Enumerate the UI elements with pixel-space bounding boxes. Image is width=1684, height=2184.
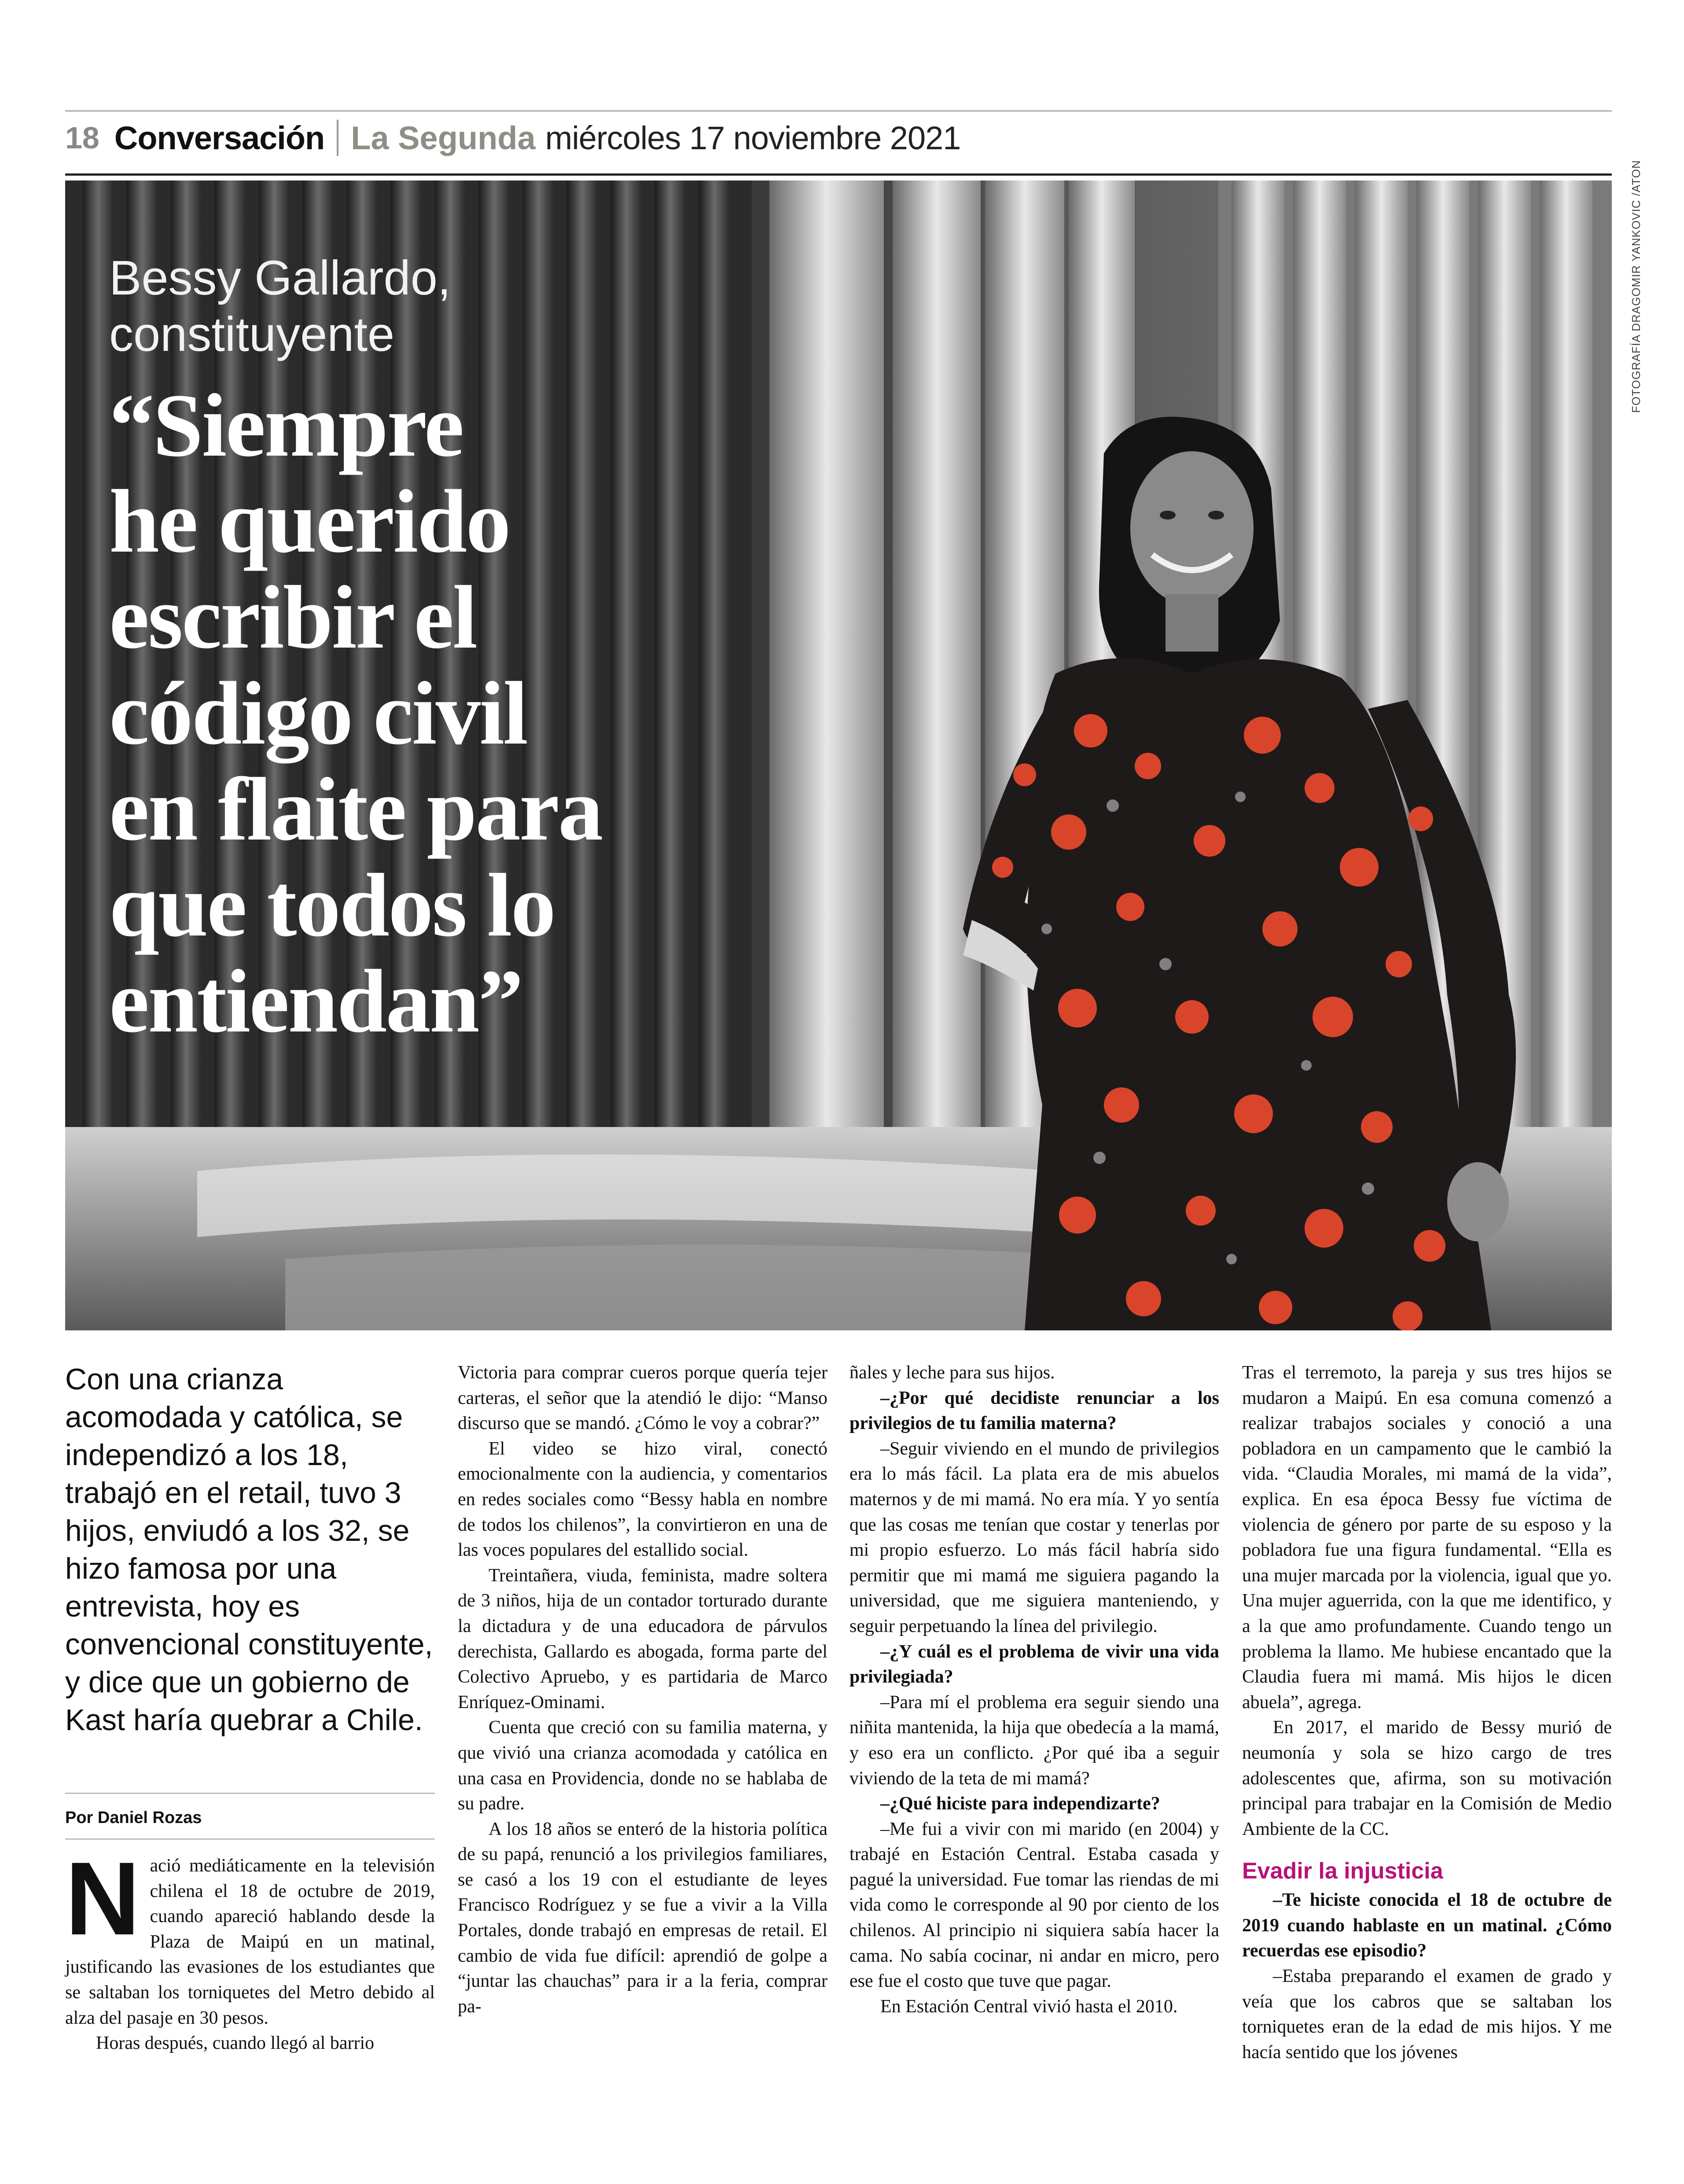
paragraph: ació mediáticamente en la televisión chilena el 18 de octubre de 2019, cuando apareció hablando desde la Plaza de Maipú en un matinal, justificando las evasiones de los estudiantes que se saltaban los torniquetes del Metro debido al alza del pasaje en 30 pesos. [65, 1856, 435, 2028]
issue-date: miércoles 17 noviembre 2021 [545, 119, 961, 156]
headline-line-7: entiendan” [109, 951, 522, 1051]
paragraph: Tras el terremoto, la pareja y sus tres hijos se mudaron a Maipú. En esa comuna comenzó a realizar trabajos sociales y conoció a una pobladora en un campamento que le cambió la vida. “Claudia Morales, mi mamá de la vida”, explica. En esa época Bessy fue víctima de violencia de género por parte de su esposo y la pobladora fue una figura fundamental. “Ella es una mujer marcada por la violencia, igual que yo. Una mujer aguerrida, con la que me identifico, y a la que amo profundamente. Cuando tengo un problema la llamo. Me hubiese encantado que la Claudia fuera mi mamá. Mis hijos le dicen abuela”, agrega. [1242, 1363, 1612, 1713]
headline-line-1: “Siempre [109, 376, 463, 475]
publication-name: La Segunda [351, 119, 536, 156]
paragraph: ñales y leche para sus hijos. [849, 1363, 1055, 1383]
interview-answer: –Me fui a vivir con mi marido (en 2004) y trabajé en Estación Central. Estaba casada y pagué la universidad. Fue tomar las riendas de mi vida como le corresponde al 90 por ciento de los chilenos. Al principio ni siquiera sabía hacer la cama. No sabía cocinar, ni andar en micro, pero ese fue el costo que tuve que pagar. [849, 1819, 1219, 1992]
paragraph: A los 18 años se enteró de la historia política de su papá, renunció a los privilegios familiares, se casó a los 19 con el estudiante de leyes Francisco Rodríguez y se fue a vivir a la Villa Portales, donde trabajó en empresas de retail. El cambio de vida fue difícil: aprendió de golpe a “juntar las chauchas” para ir a la feria, comprar pa- [458, 1819, 827, 2017]
interview-answer: –Para mí el problema era seguir siendo una niñita mantenida, la hija que obedecía a la mamá, y eso era un conflicto. ¿Por qué iba a seguir viviendo de la teta de mi mamá? [849, 1692, 1219, 1789]
headline-line-6: que todos lo [109, 855, 555, 955]
section-name: Conversación [114, 119, 325, 156]
header-divider [337, 120, 338, 156]
headline-line-2: he querido [109, 471, 510, 571]
interview-answer: –Estaba preparando el examen de grado y veía que los cabros que se saltaban los torniquetes eran de la edad de mis hijos. Y me hacía sentido que los jóvenes [1242, 1966, 1612, 2062]
kicker [109, 250, 451, 363]
interview-question: –¿Y cuál es el problema de vivir una vida privilegiada? [849, 1641, 1219, 1687]
byline-rule [65, 1838, 435, 1840]
paragraph: Treintañera, viuda, feminista, madre soltera de 3 niños, hija de un contador torturado durante la dictadura y de una educadora de párvulos derechista, Gallardo es abogada, forma parte del Colectivo Apruebo, y es partidaria de Marco Enríquez-Ominami. [458, 1565, 827, 1713]
interview-answer: –Seguir viviendo en el mundo de privilegios era lo más fácil. La plata era de mis abuelos maternos y de mi mamá. No era mía. Y yo sentía que las cosas me tenían que costar y tenerlas por mi propio esfuerzo. Lo más fácil habría sido permitir que mi mamá me siguiera pagando la universidad, que me siguiera manteniendo, y seguir perpetuando la línea del privilegio. [849, 1438, 1219, 1636]
article-column-1 [65, 1841, 435, 2056]
paragraph: En Estación Central vivió hasta el 2010. [880, 1996, 1178, 2017]
headline [109, 378, 602, 1050]
paragraph: Cuenta que creció con su familia materna, y que vivió una crianza acomodada y católica en una casa en Providencia, donde no se hablaba de su padre. [458, 1717, 827, 1814]
headline-line-5: en flaite para [109, 759, 602, 859]
header-bottom-rule [65, 173, 1612, 176]
header-top-rule [65, 110, 1612, 112]
byline: Por Daniel Rozas [65, 1808, 202, 1827]
photo-credit [1612, 160, 1643, 413]
interview-question: –Te hiciste conocida el 18 de octubre de 2019 cuando hablaste en un matinal. ¿Cómo recuerdas ese episodio? [1242, 1890, 1612, 1961]
kicker-line-1: Bessy Gallardo, [109, 251, 451, 305]
drop-cap: N [65, 1841, 140, 1957]
photo-credit-text: FOTOGRAFÍA DRAGOMIR YANKOVIC /ATON [1629, 160, 1643, 413]
article-column-3 [849, 1360, 1219, 2019]
paragraph: Horas después, cuando llegó al barrio [96, 2033, 375, 2054]
kicker-line-2: constituyente [109, 307, 395, 361]
interview-question: –¿Qué hiciste para independizarte? [880, 1794, 1160, 1814]
lead-rule [65, 1793, 435, 1794]
article-column-2 [458, 1360, 827, 2019]
paragraph: El video se hizo viral, conectó emocionalmente con la audiencia, y comentarios en redes sociales como “Bessy habla en nombre de todos los chilenos”, la convirtieron en una de las voces populares del estallido social. [458, 1438, 827, 1561]
headline-line-3: escribir el [109, 567, 477, 667]
lead-paragraph: Con una crianza acomodada y católica, se independizó a los 18, trabajó en el retail, tuvo 3 hijos, enviudó a los 32, se hizo famosa por una entrevista, hoy es convencional constituyente, y dice que un gobierno de Kast haría quebrar a Chile. [65, 1363, 433, 1737]
article-column-4 [1242, 1360, 1612, 2065]
headline-line-4: código civil [109, 663, 527, 763]
page-header [65, 118, 960, 158]
subheading: Evadir la injusticia [1242, 1858, 1443, 1884]
page-number: 18 [65, 121, 99, 155]
paragraph: Victoria para comprar cueros porque quería tejer carteras, el señor que la atendió le dijo: “Manso discurso que se mandó. ¿Cómo le voy a cobrar?” [458, 1363, 827, 1434]
interview-question: –¿Por qué decidiste renunciar a los privilegios de tu familia materna? [849, 1388, 1219, 1434]
paragraph: En 2017, el marido de Bessy murió de neumonía y sola se hizo cargo de tres adolescentes que, afirma, son su motivación principal para trabajar en la Comisión de Medio Ambiente de la CC. [1242, 1717, 1612, 1839]
